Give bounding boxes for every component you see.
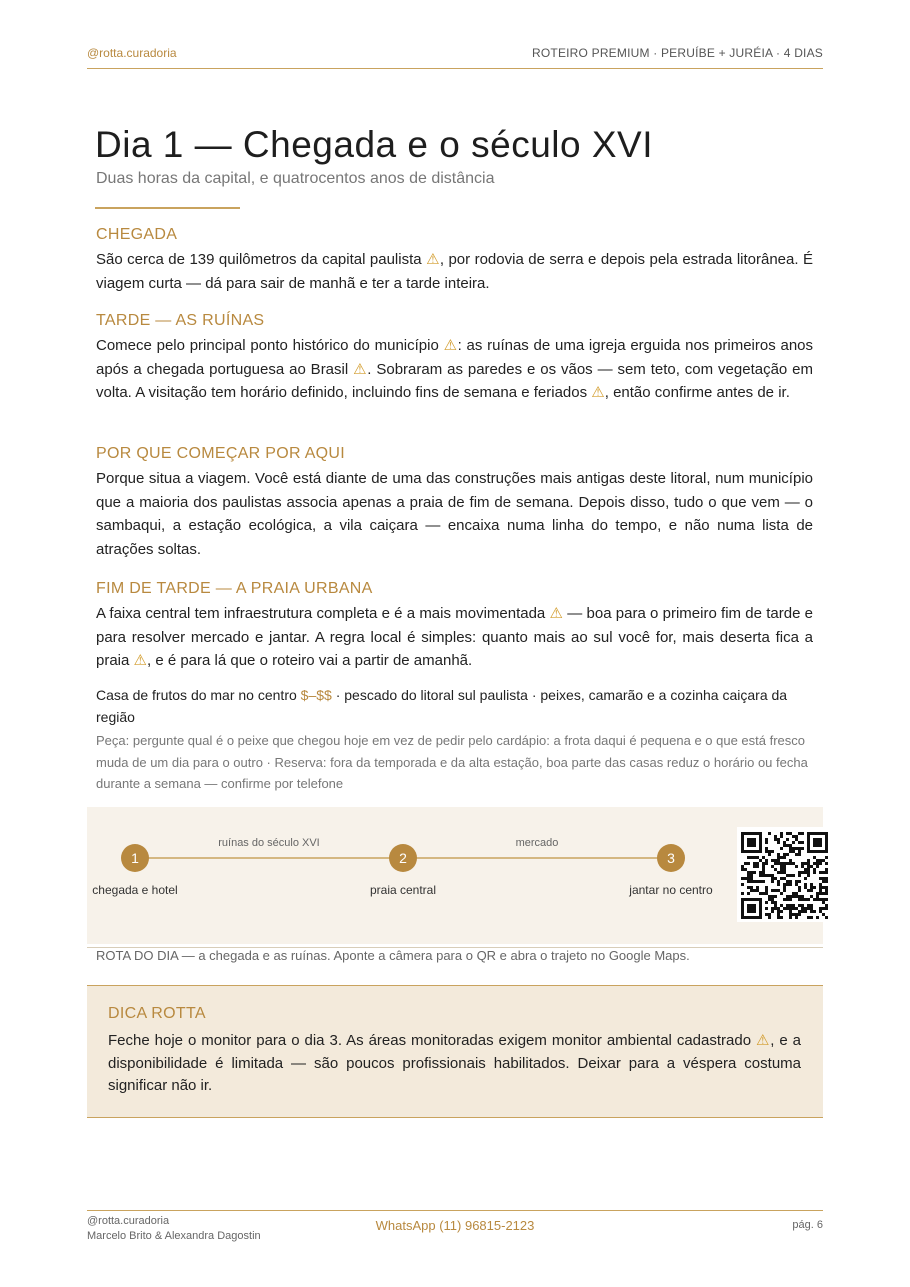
page-subtitle: Duas horas da capital, e quatrocentos anos de distância <box>96 170 495 187</box>
section-por-que-comecar <box>96 445 813 561</box>
stop-label: praia central <box>369 883 437 897</box>
whatsapp-contact[interactable]: WhatsApp (11) 96815-2123 <box>375 1218 535 1233</box>
warning-icon: ⚠ <box>443 337 458 354</box>
leg-label: mercado <box>515 837 559 849</box>
stop-label: jantar no centro <box>629 883 713 897</box>
restaurant-line <box>96 684 813 728</box>
section-fim-de-tarde <box>96 580 813 673</box>
section-body: São cerca de 139 quilômetros da capital paulista ⚠, por rodovia de serra e depois pela estrada litorânea. É viagem curta — dá para sair de manhã e ter a tarde inteira. <box>96 251 813 292</box>
title-divider <box>95 207 240 209</box>
section-body: Comece pelo principal ponto histórico do município ⚠: as ruínas de uma igreja erguida nos primeiros anos após a chegada portuguesa ao Brasil ⚠. Sobraram as paredes e os vãos — sem teto, com vegetação em volta. A visitação tem horário definido, incluindo fins de semana e feriados ⚠, então confirme antes de ir. <box>96 337 814 401</box>
section-tarde-ruinas <box>96 312 813 405</box>
header-doc-title: ROTEIRO PREMIUM · PERUÍBE + JURÉIA · 4 DIAS <box>532 46 823 60</box>
section-body: A faixa central tem infraestrutura completa e é a mais movimentada ⚠ — boa para o primeiro fim de tarde e para resolver mercado e jantar. A regra local é simples: quanto mais ao sul você for, mais deserta fica a praia ⚠, e é para lá que o roteiro vai a partir de amanhã. <box>96 605 813 669</box>
warning-icon: ⚠ <box>549 605 564 622</box>
route-svg <box>87 807 823 944</box>
tip-heading: DICA ROTTA <box>108 1005 206 1022</box>
qr-code[interactable] <box>737 827 829 922</box>
warning-icon: ⚠ <box>756 1032 771 1049</box>
page-number: pág. 6 <box>792 1219 823 1231</box>
route-caption: ROTA DO DIA — a chegada e as ruínas. Aponte a câmera para o QR e abra o trajeto no Google Maps. <box>87 947 823 963</box>
footer-authors: Marcelo Brito & Alexandra Dagostin <box>87 1229 261 1242</box>
tip-box <box>87 985 823 1118</box>
warning-icon: ⚠ <box>591 384 605 401</box>
page-title: Dia 1 — Chegada e o século XVI <box>95 124 653 165</box>
section-body: Porque situa a viagem. Você está diante de uma das construções mais antigas deste litoral, num município que a maioria dos paulistas associa apenas a praia de fim de semana. Depois disso, tudo o que vem — o sambaqui, a estação ecológica, a vila caiçara — encaixa numa linha do tempo, e não numa lista de atrações soltas. <box>96 470 813 558</box>
section-heading: FIM DE TARDE — A PRAIA URBANA <box>96 580 373 597</box>
stop-number: 3 <box>667 850 675 866</box>
qr-code-icon <box>737 827 829 922</box>
warning-icon: ⚠ <box>353 360 368 378</box>
warning-icon: ⚠ <box>426 251 440 268</box>
warning-icon: ⚠ <box>133 652 147 669</box>
price-range: $–$$ <box>300 687 332 703</box>
route-diagram <box>87 807 823 944</box>
tip-body: Feche hoje o monitor para o dia 3. As áreas monitoradas exigem monitor ambiental cadastrado ⚠, e a disponibilidade é limitada — são poucos profissionais habilitados. Deixar para a véspera costuma significar não ir. <box>108 1032 802 1094</box>
restaurant-description: · pescado do litoral sul paulista · peixes, camarão e a cozinha caiçara da região <box>96 687 788 725</box>
header-brand: @rotta.curadoria <box>87 46 177 60</box>
page-footer <box>87 1210 823 1242</box>
stop-number: 1 <box>131 850 139 866</box>
restaurant-name: Casa de frutos do mar no centro <box>96 687 297 703</box>
section-chegada <box>96 226 813 295</box>
page-header <box>87 46 823 69</box>
restaurant-note: Peça: pergunte qual é o peixe que chegou hoje em vez de pedir pelo cardápio: a frota daqui é pequena e o que está fresco muda de um dia para o outro · Reserva: fora da temporada e da alta estação, boa parte das casas reduz o horário ou fecha durante a semana — confirme por telefone <box>96 733 808 791</box>
section-heading: TARDE — AS RUÍNAS <box>96 312 265 329</box>
section-heading: CHEGADA <box>96 226 178 243</box>
section-heading: POR QUE COMEÇAR POR AQUI <box>96 445 346 462</box>
stop-label: chegada e hotel <box>92 883 178 897</box>
leg-label: ruínas do século XVI <box>218 837 320 849</box>
stop-number: 2 <box>399 850 407 866</box>
footer-brand: @rotta.curadoria <box>87 1215 170 1227</box>
restaurant-recommendation <box>96 684 813 795</box>
